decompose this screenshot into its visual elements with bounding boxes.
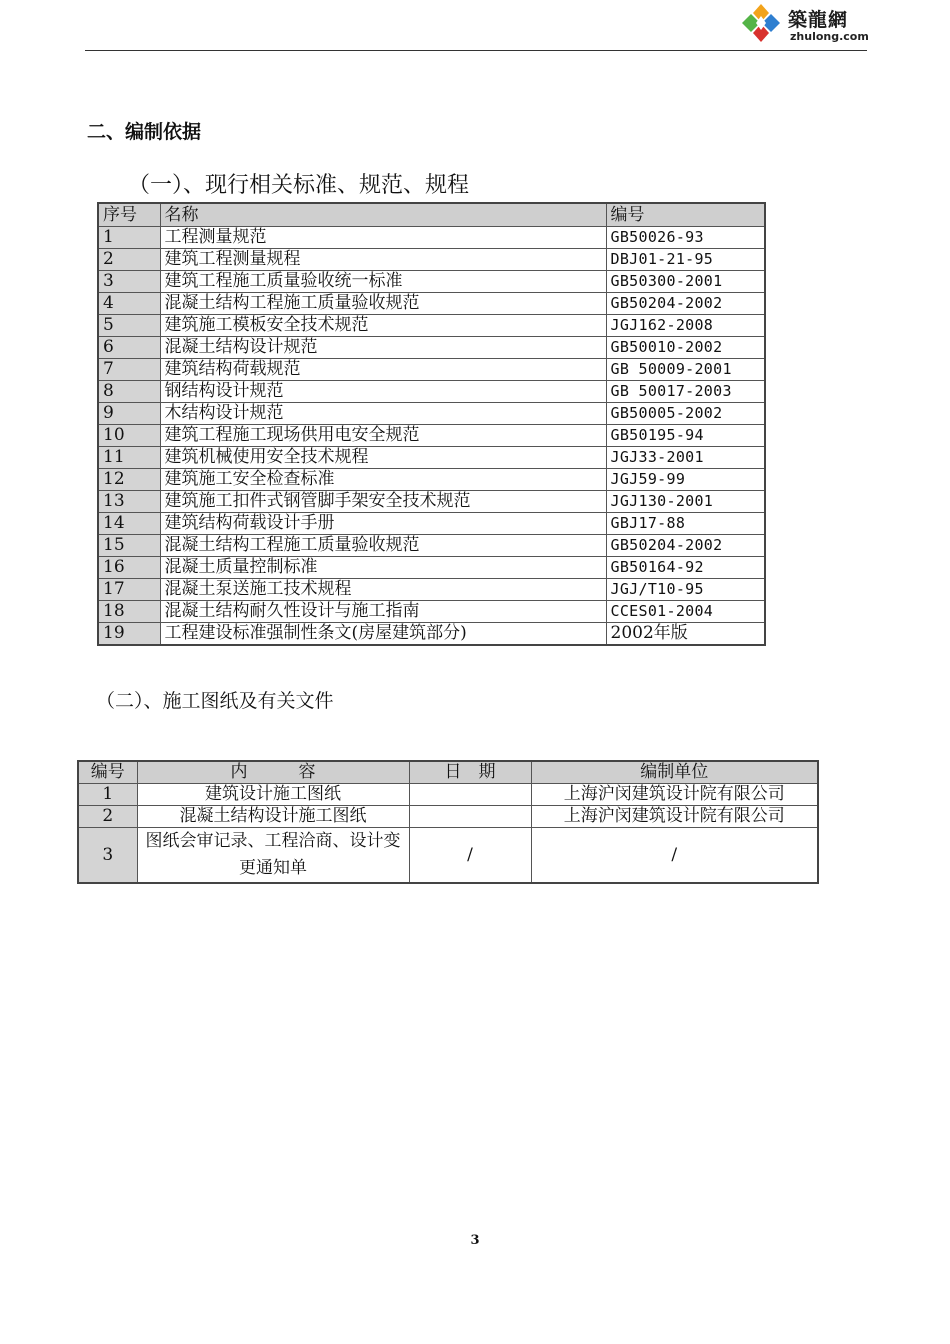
row-code: JGJ/T10-95 [606, 579, 765, 601]
header-unit: 编制单位 [531, 761, 818, 784]
row-name: 建筑结构荷载规范 [160, 359, 606, 381]
row-name: 混凝土结构设计规范 [160, 337, 606, 359]
row-index: 2 [98, 249, 160, 271]
row-name: 木结构设计规范 [160, 403, 606, 425]
row-code: GB50300-2001 [606, 271, 765, 293]
row-code: GB50164-92 [606, 557, 765, 579]
table-row [98, 447, 765, 469]
table-row [78, 806, 818, 828]
table-row [98, 535, 765, 557]
row-code: JGJ162-2008 [606, 315, 765, 337]
header-name: 名称 [160, 203, 606, 227]
row-code: GB50204-2002 [606, 293, 765, 315]
logo-domain-text: zhulong.com [790, 30, 869, 43]
row-index: 19 [98, 623, 160, 646]
row-code: GB50026-93 [606, 227, 765, 249]
table-row [98, 469, 765, 491]
row-index: 4 [98, 293, 160, 315]
row-index: 6 [98, 337, 160, 359]
row-code: JGJ130-2001 [606, 491, 765, 513]
row-name: 混凝土质量控制标准 [160, 557, 606, 579]
table-row [98, 315, 765, 337]
table-row [98, 491, 765, 513]
row-unit: 上海沪闵建筑设计院有限公司 [531, 784, 818, 806]
header-code: 编号 [606, 203, 765, 227]
row-index: 5 [98, 315, 160, 337]
row-name: 建筑机械使用安全技术规程 [160, 447, 606, 469]
row-index: 9 [98, 403, 160, 425]
table-row [98, 359, 765, 381]
row-code: GB50010-2002 [606, 337, 765, 359]
row-index: 17 [98, 579, 160, 601]
row-index: 3 [98, 271, 160, 293]
header-date: 日 期 [409, 761, 531, 784]
row-unit: / [531, 828, 818, 884]
row-code: CCES01-2004 [606, 601, 765, 623]
table-row [98, 425, 765, 447]
row-code: GB50204-2002 [606, 535, 765, 557]
header-number: 编号 [78, 761, 137, 784]
row-number: 1 [78, 784, 137, 806]
row-number: 3 [78, 828, 137, 884]
row-code: JGJ33-2001 [606, 447, 765, 469]
row-code: DBJ01-21-95 [606, 249, 765, 271]
table-row [98, 403, 765, 425]
table-row [98, 293, 765, 315]
row-index: 13 [98, 491, 160, 513]
row-index: 11 [98, 447, 160, 469]
row-index: 18 [98, 601, 160, 623]
row-code: GB50195-94 [606, 425, 765, 447]
table-row [78, 828, 818, 884]
row-name: 工程测量规范 [160, 227, 606, 249]
row-content: 混凝土结构设计施工图纸 [137, 806, 409, 828]
row-name: 建筑施工安全检查标准 [160, 469, 606, 491]
zhulong-logo [738, 2, 868, 46]
row-name: 建筑工程施工质量验收统一标准 [160, 271, 606, 293]
row-index: 14 [98, 513, 160, 535]
table-row [98, 227, 765, 249]
row-name: 建筑工程施工现场供用电安全规范 [160, 425, 606, 447]
page-number: 3 [470, 1233, 480, 1248]
row-index: 7 [98, 359, 160, 381]
drawings-table [77, 760, 819, 884]
table-row [98, 623, 765, 646]
row-unit: 上海沪闵建筑设计院有限公司 [531, 806, 818, 828]
table-row [78, 784, 818, 806]
table-row [98, 271, 765, 293]
zhulong-logo-icon [738, 2, 784, 46]
standards-table [97, 202, 766, 646]
row-name: 钢结构设计规范 [160, 381, 606, 403]
row-code: GBJ17-88 [606, 513, 765, 535]
row-name: 建筑结构荷载设计手册 [160, 513, 606, 535]
row-code: JGJ59-99 [606, 469, 765, 491]
row-name: 混凝土结构工程施工质量验收规范 [160, 293, 606, 315]
table-row [98, 601, 765, 623]
row-index: 8 [98, 381, 160, 403]
row-code: 2002年版 [606, 623, 765, 646]
row-code: GB 50017-2003 [606, 381, 765, 403]
row-code: GB50005-2002 [606, 403, 765, 425]
row-content: 图纸会审记录、工程洽商、设计变更通知单 [137, 828, 409, 884]
header-index: 序号 [98, 203, 160, 227]
table-row [98, 557, 765, 579]
standards-title: （一）、现行相关标准、规范、规程 [128, 173, 470, 198]
row-name: 混凝土结构工程施工质量验收规范 [160, 535, 606, 557]
row-name: 建筑施工扣件式钢管脚手架安全技术规范 [160, 491, 606, 513]
row-name: 混凝土结构耐久性设计与施工指南 [160, 601, 606, 623]
logo-chinese-text: 築龍網 [788, 9, 849, 31]
table-row [98, 249, 765, 271]
row-date: / [409, 828, 531, 884]
row-name: 工程建设标准强制性条文(房屋建筑部分) [160, 623, 606, 646]
row-name: 建筑工程测量规程 [160, 249, 606, 271]
header-content: 内 容 [137, 761, 409, 784]
table-row [98, 513, 765, 535]
row-number: 2 [78, 806, 137, 828]
row-code: GB 50009-2001 [606, 359, 765, 381]
row-date [409, 784, 531, 806]
row-name: 混凝土泵送施工技术规程 [160, 579, 606, 601]
section-title: 二、编制依据 [87, 121, 202, 143]
standards-header-row [98, 203, 765, 227]
row-content: 建筑设计施工图纸 [137, 784, 409, 806]
drawings-header-row [78, 761, 818, 784]
table-row [98, 579, 765, 601]
drawings-title: （二）、施工图纸及有关文件 [96, 690, 334, 712]
row-index: 16 [98, 557, 160, 579]
table-row [98, 381, 765, 403]
header-divider [85, 50, 867, 51]
row-name: 建筑施工模板安全技术规范 [160, 315, 606, 337]
row-index: 1 [98, 227, 160, 249]
row-index: 10 [98, 425, 160, 447]
table-row [98, 337, 765, 359]
row-date [409, 806, 531, 828]
row-index: 12 [98, 469, 160, 491]
row-index: 15 [98, 535, 160, 557]
